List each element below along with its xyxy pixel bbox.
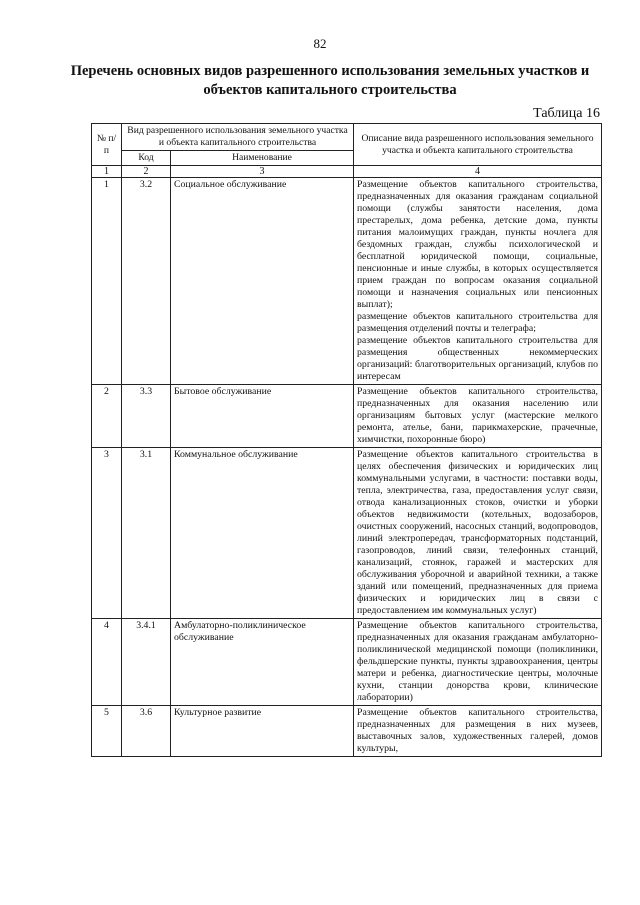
description-paragraph: Размещение объектов капитального строительства, предназначенных для оказания гражданам социальной помощи (службы занятости населения, дома престарелых, дома ребенка, детские дома, пункты питания малоимущих граждан, пункты ночлега для бездомных граждан, службы психологической и бесплатной юридической помощи, социальные, пенсионные и иные службы, в которых осуществляется прием граждан по вопросам оказания социальной помощи и назначения социальных или пенсионных выплат); (357, 179, 599, 310)
table-row (92, 385, 602, 448)
row-num: 4 (92, 619, 122, 706)
table-row (92, 448, 602, 619)
column-number: 1 (92, 166, 122, 178)
header-kind: Вид разрешенного использования земельного участка и объекта капитального строительства (122, 124, 354, 151)
row-name: Амбулаторно-поликлиническое обслуживание (171, 619, 354, 706)
row-code: 3.2 (122, 178, 171, 385)
row-name: Бытовое обслуживание (171, 385, 354, 448)
column-number: 3 (171, 166, 354, 178)
row-code: 3.4.1 (122, 619, 171, 706)
header-num: № п/п (92, 124, 122, 166)
table-row (92, 706, 602, 757)
description-paragraph: Размещение объектов капитального строительства, предназначенных для размещения в них музеев, выставочных залов, художественных галерей, домов культуры, (357, 707, 599, 754)
row-description (354, 619, 602, 706)
header-name: Наименование (171, 151, 354, 166)
row-description (354, 706, 602, 757)
description-paragraph: Размещение объектов капитального строительства в целях обеспечения физических и юридических лиц коммунальными услугами, в частности: поставки воды, тепла, электричества, газа, предоставления услуг связи, отвода канализационных стоков, очистки и уборки объектов недвижимости (котельных, водозаборов, очистных сооружений, насосных станций, водопроводов, линий электропередач, трансформаторных подстанций, газопроводов, линий связи, телефонных станций, канализаций, стоянок, гаражей и мастерских для обслуживания уборочной и аварийной техники, а также зданий или помещений, предназначенных для приема физических и юридических лиц в связи с предоставлением им коммунальных услуг) (357, 449, 599, 616)
row-description (354, 385, 602, 448)
row-name: Коммунальное обслуживание (171, 448, 354, 619)
column-number: 2 (122, 166, 171, 178)
header-description: Описание вида разрешенного использования земельного участка и объекта капитального строительства (354, 124, 602, 166)
row-description (354, 448, 602, 619)
row-description (354, 178, 602, 385)
description-paragraph: Размещение объектов капитального строительства, предназначенных для оказания населению или организациям бытовых услуг (мастерские мелкого ремонта, ателье, бани, парикмахерские, прачечные, химчистки, похоронные бюро) (357, 386, 599, 445)
row-code: 3.1 (122, 448, 171, 619)
row-name: Социальное обслуживание (171, 178, 354, 385)
header-code: Код (122, 151, 171, 166)
row-name: Культурное развитие (171, 706, 354, 757)
row-num: 5 (92, 706, 122, 757)
table-row (92, 619, 602, 706)
row-code: 3.3 (122, 385, 171, 448)
description-paragraph: размещение объектов капитального строительства для размещения отделений почты и телеграфа; (357, 311, 599, 334)
land-use-table (91, 123, 602, 757)
row-num: 1 (92, 178, 122, 385)
row-num: 2 (92, 385, 122, 448)
description-paragraph: Размещение объектов капитального строительства, предназначенных для оказания гражданам амбулаторно-поликлинической медицинской помощи (поликлиники, фельдшерские пункты, пункты здравоохранения, центры матери и ребенка, диагностические центры, молочные кухни, станции донорства крови, клинические лаборатории) (357, 620, 599, 703)
row-num: 3 (92, 448, 122, 619)
table-row (92, 178, 602, 385)
column-number: 4 (354, 166, 602, 178)
row-code: 3.6 (122, 706, 171, 757)
document-title: Перечень основных видов разрешенного использования земельных участков и объектов капитального строительства (70, 63, 590, 98)
table-caption: Таблица 16 (533, 106, 600, 121)
description-paragraph: размещение объектов капитального строительства для размещения общественных некоммерческих организаций: благотворительных организаций, клубов по интересам (357, 335, 599, 382)
page-number: 82 (313, 36, 327, 51)
